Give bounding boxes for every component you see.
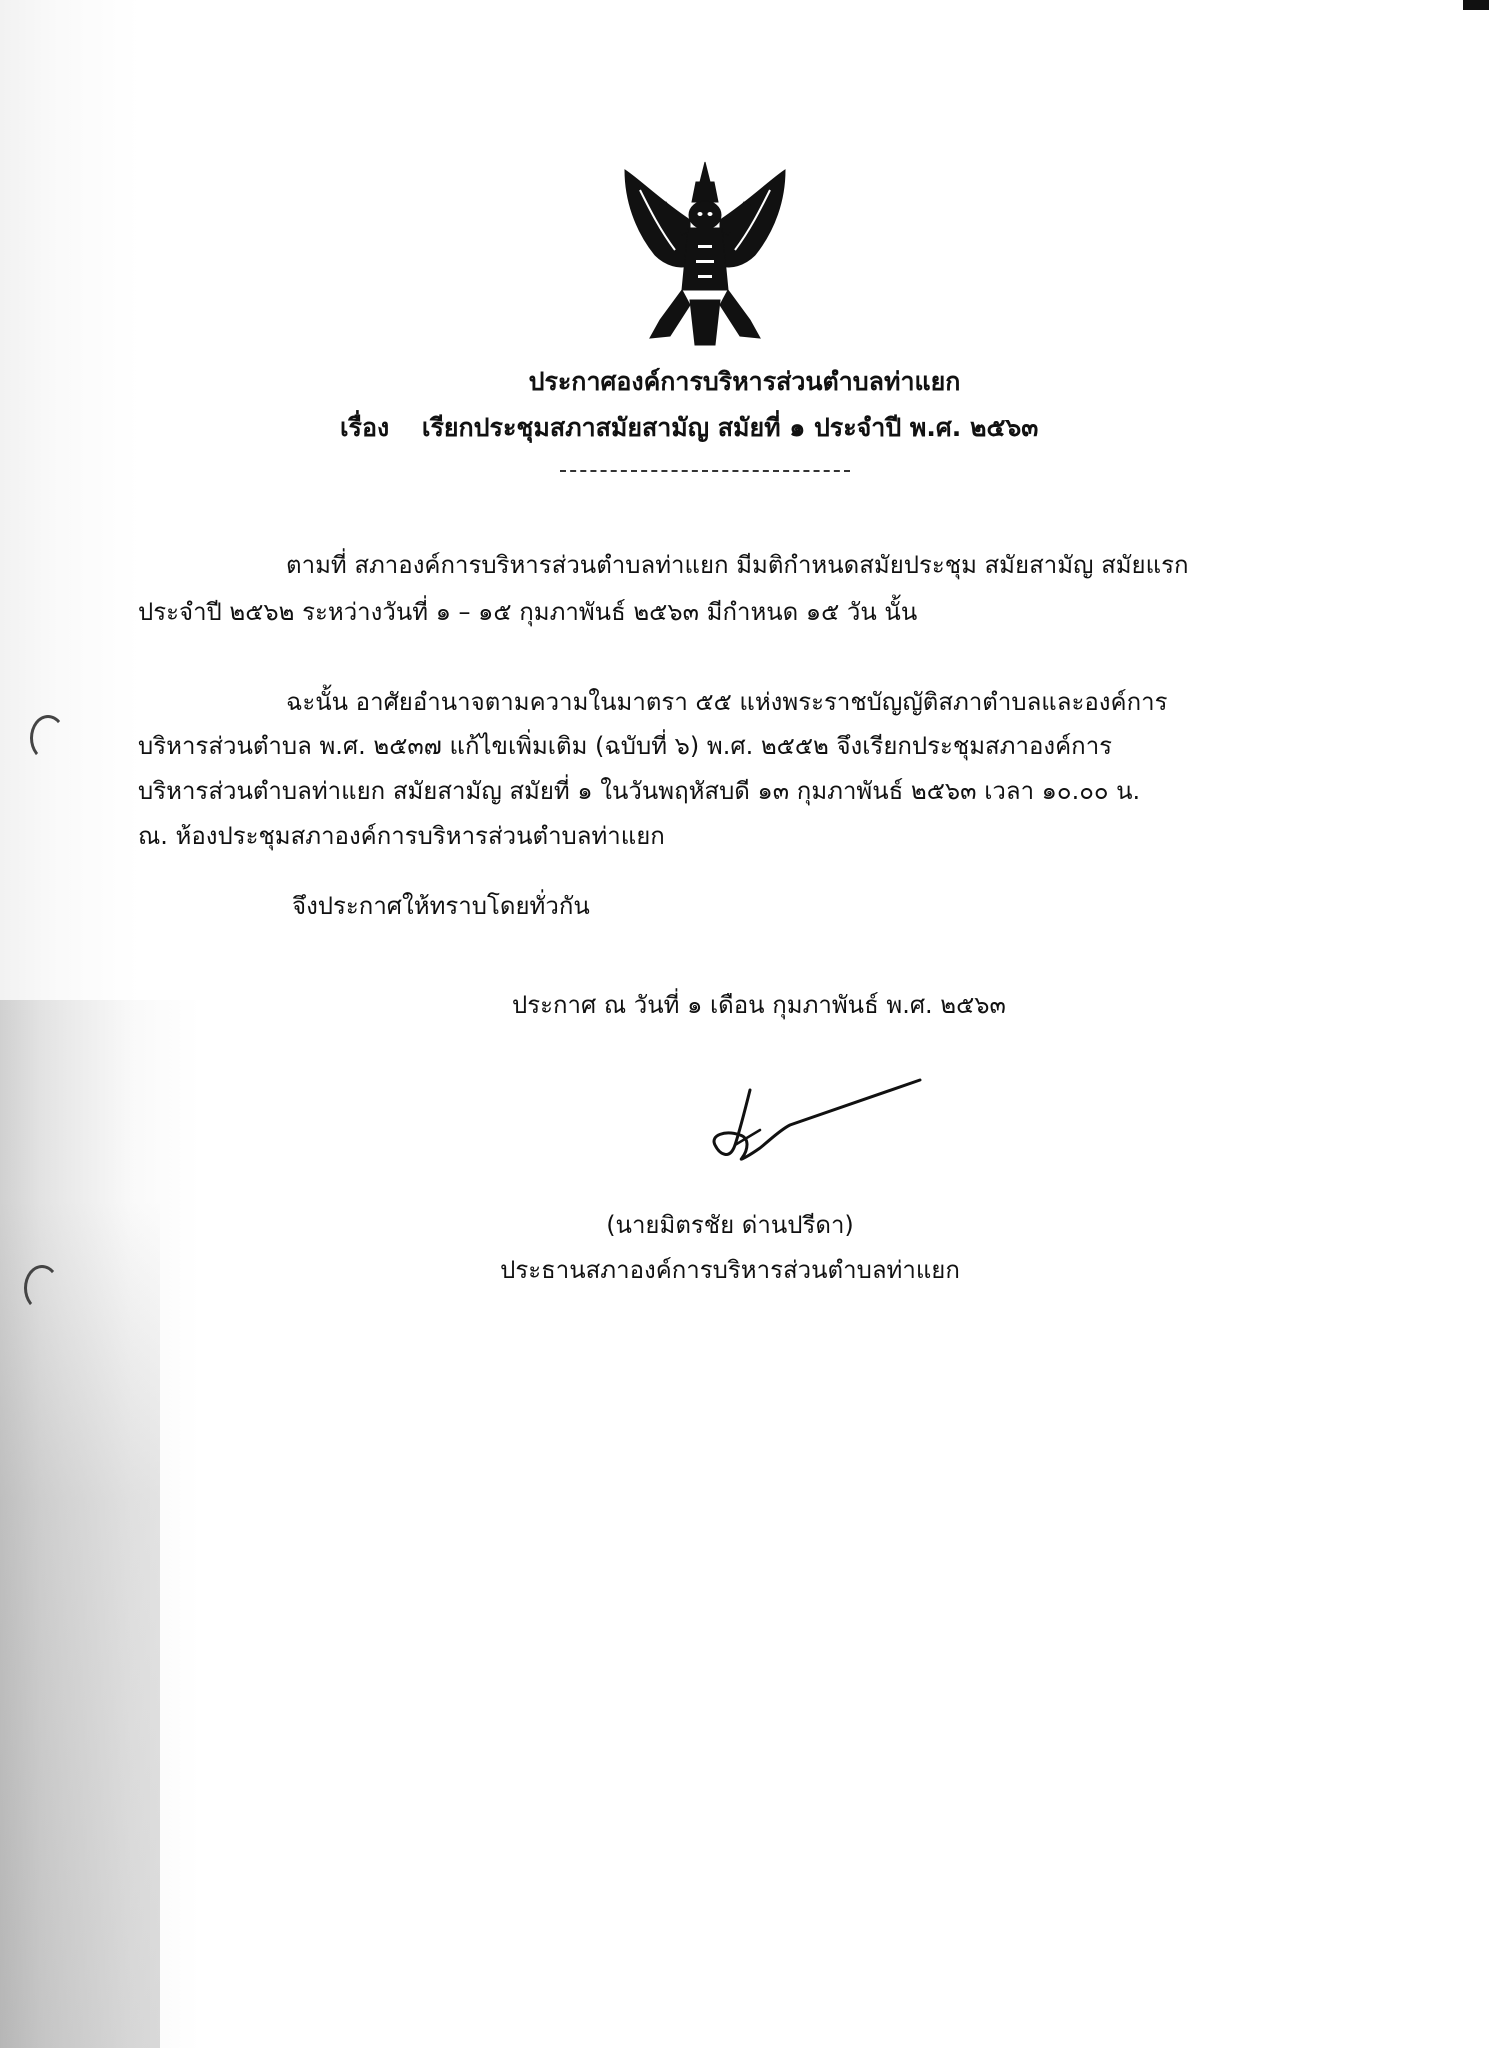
paragraph-1-line-2: ประจำปี ๒๕๖๒ ระหว่างวันที่ ๑ – ๑๕ กุมภาพันธ์ ๒๕๖๓ มีกำหนด ๑๕ วัน นั้น (138, 598, 918, 626)
paragraph-2-line-3: บริหารส่วนตำบลท่าแยก สมัยสามัญ สมัยที่ ๑ ในวันพฤหัสบดี ๑๓ กุมภาพันธ์ ๒๕๖๓ เวลา ๑๐.๐๐ น. (138, 777, 1141, 805)
signer-name: (นายมิตรชัย ด่านปรีดา) (606, 1211, 854, 1239)
paragraph-3: จึงประกาศให้ทราบโดยทั่วกัน (292, 892, 590, 920)
garuda-emblem-icon (620, 160, 790, 350)
punch-hole-mark (30, 715, 66, 761)
subject-label: เรื่อง (340, 413, 390, 442)
announcement-date: ประกาศ ณ วันที่ ๑ เดือน กุมภาพันธ์ พ.ศ. ๒๕๖๓ (512, 991, 1006, 1019)
paragraph-2-line-2: บริหารส่วนตำบล พ.ศ. ๒๕๓๗ แก้ไขเพิ่มเติม (ฉบับที่ ๖) พ.ศ. ๒๕๕๒ จึงเรียกประชุมสภาองค์การ (138, 732, 1113, 760)
subject-text: เรียกประชุมสภาสมัยสามัญ สมัยที่ ๑ ประจำปี พ.ศ. ๒๕๖๓ (421, 413, 1039, 442)
paragraph-2-line-1: ฉะนั้น อาศัยอำนาจตามความในมาตรา ๕๕ แห่งพระราชบัญญัติสภาตำบลและองค์การ (286, 688, 1168, 716)
signer-title: ประธานสภาองค์การบริหารส่วนตำบลท่าแยก (500, 1256, 960, 1284)
punch-hole-mark (24, 1265, 60, 1311)
title-divider (560, 470, 850, 472)
scan-corner-mark (1463, 0, 1489, 10)
paragraph-2-line-4: ณ. ห้องประชุมสภาองค์การบริหารส่วนตำบลท่าแยก (138, 822, 665, 850)
paragraph-1-line-1: ตามที่ สภาองค์การบริหารส่วนตำบลท่าแยก มีมติกำหนดสมัยประชุม สมัยสามัญ สมัยแรก (286, 551, 1189, 579)
scan-shadow-lower (0, 1200, 160, 2048)
handwritten-signature-icon (690, 1070, 950, 1180)
subject-line (340, 408, 1038, 448)
document-title: ประกาศองค์การบริหารส่วนตำบลท่าแยก (528, 367, 961, 396)
